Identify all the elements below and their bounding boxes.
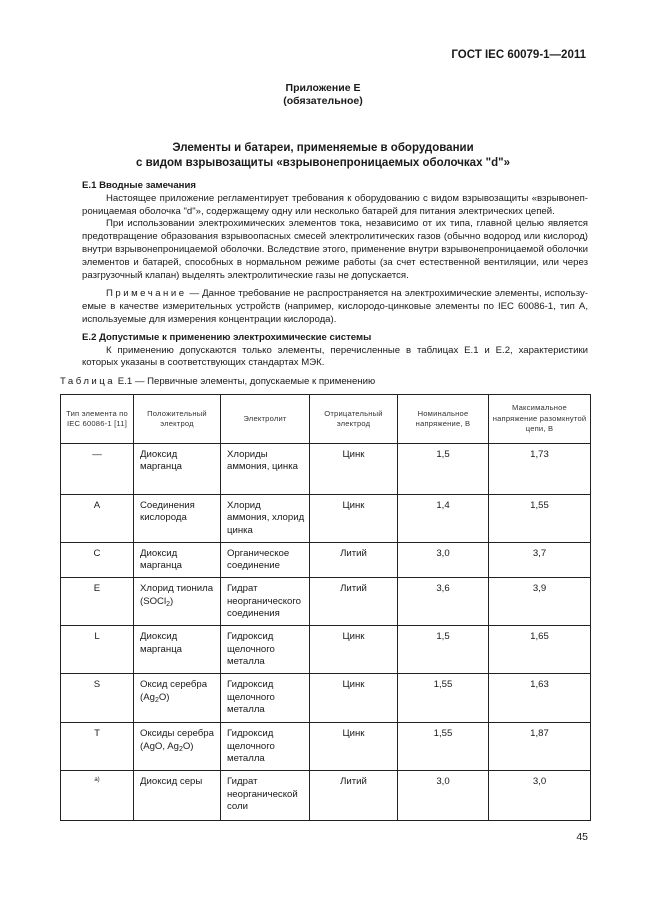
e1-heading: Е.1 Вводные замечания (82, 180, 196, 191)
formula-part: O) (182, 740, 194, 752)
cell-type-footnote: а) (61, 771, 134, 821)
annex-label: Приложение Е (285, 82, 361, 94)
table-row (61, 626, 591, 674)
header-negative-electrode: Отрицательный электрод (310, 395, 398, 444)
cell-positive (134, 674, 221, 723)
cell-negative: Цинк (310, 495, 398, 543)
cell-max: 1,65 (489, 626, 591, 674)
cell-electrolyte: Органическое соединение (221, 542, 310, 578)
header-positive-electrode: Положительный электрод (134, 395, 221, 444)
table-row (61, 578, 591, 626)
e1-p2-line2: предотвращение образования взрывоопасных смесей электролитических газов (обычно водород или кислород) (82, 231, 588, 243)
cell-nominal: 1,4 (398, 495, 489, 543)
cell-electrolyte: Гидрат неорганической соли (221, 771, 310, 821)
cell-max: 3,9 (489, 578, 591, 626)
cell-negative: Цинк (310, 626, 398, 674)
section-title-line2: с видом взрывозащиты «взрывонепроницаемых оболочках "d"» (135, 156, 510, 169)
section-e1 (82, 180, 588, 370)
formula-part: ) (170, 595, 174, 607)
cell-max: 3,0 (489, 771, 591, 821)
e2-paragraph-1 (82, 345, 588, 371)
cell-positive (134, 723, 221, 771)
cell-electrolyte: Гидроксид щелочного металла (221, 723, 310, 771)
cell-max: 3,7 (489, 542, 591, 578)
cell-electrolyte: Хлориды аммония, цинка (221, 444, 310, 495)
e2-heading: Е.2 Допустимые к применению электрохимические системы (82, 331, 372, 343)
table-row (61, 444, 591, 495)
page-number: 45 (576, 831, 588, 843)
formula-part: O) (158, 691, 170, 703)
e2-p1-line2: указаны в соответствующих стандартах МЭК. (120, 357, 325, 369)
e1-paragraph-1 (82, 193, 588, 219)
cell-nominal: 1,55 (398, 674, 489, 723)
section-title (0, 141, 646, 170)
cell-negative: Литий (310, 578, 398, 626)
header-max-voltage: Максимальное напряжение разомкнутой цепи, В (489, 395, 591, 444)
table-row (61, 723, 591, 771)
table-header-row (61, 395, 591, 444)
cell-positive: Диоксид марганца (134, 626, 221, 674)
e1-p2-line4: элементов и батарей, способных в нормальном режиме работы (за счет естественной вентиляции, или через (82, 256, 588, 268)
cell-max: 1,87 (489, 723, 591, 771)
cell-type: C (61, 542, 134, 578)
cell-type: T (61, 723, 134, 771)
e1-paragraph-2 (82, 218, 588, 282)
header-electrolyte: Электролит (221, 395, 310, 444)
cell-nominal: 1,5 (398, 626, 489, 674)
cell-max: 1,55 (489, 495, 591, 543)
table-caption-text: Е.1 — Первичные элементы, допускаемые к применению (115, 376, 376, 387)
table-row (61, 674, 591, 723)
cell-electrolyte: Гидроксид щелочного металла (221, 626, 310, 674)
table-caption (60, 376, 375, 387)
cell-max: 1,63 (489, 674, 591, 723)
note-line3: используемые для измерения концентрации кислорода). (82, 313, 337, 325)
e1-note (82, 288, 588, 326)
formula-subscript: 2 (178, 745, 183, 753)
table-caption-label: Таблица (60, 376, 116, 387)
note-line1: — Данное требование не распространяется на электрохимические элементы, использу- (186, 288, 588, 300)
formula-subscript: 2 (154, 696, 159, 704)
primary-cells-table (60, 394, 591, 821)
header-nominal-voltage: Номинальное напряжение, В (398, 395, 489, 444)
formula-part: Оксид серебра (Ag (140, 679, 208, 703)
cell-negative: Литий (310, 771, 398, 821)
cell-positive (134, 578, 221, 626)
cell-nominal: 3,0 (398, 771, 489, 821)
cell-positive: Соединения кислорода (134, 495, 221, 543)
cell-positive: Диоксид марганца (134, 444, 221, 495)
cell-nominal: 3,6 (398, 578, 489, 626)
e2-p1-line1: К применению допускаются только элементы, перечисленные в таблицах Е.1 и Е.2, характеристики которых (82, 344, 588, 369)
cell-type: E (61, 578, 134, 626)
e1-p2-line1: При использовании электрохимических элементов тока, независимо от их типа, главной целью является (106, 218, 588, 230)
header-type: Тип элемента по IEC 60086-1 [11] (61, 395, 134, 444)
note-label: Примечание (106, 288, 187, 300)
cell-type: — (61, 444, 134, 495)
cell-positive: Диоксид марганца (134, 542, 221, 578)
cell-negative: Цинк (310, 674, 398, 723)
annex-status: (обязательное) (283, 95, 363, 107)
document-header: ГОСТ IEC 60079-1—2011 (451, 49, 586, 61)
e1-p2-line3: внутри взрывонепроницаемой оболочки. Вследствие этого, применение внутри взрывонепроницаемой оболочки (82, 243, 588, 255)
table-row (61, 771, 591, 821)
cell-electrolyte: Гидроксид щелочного металла (221, 674, 310, 723)
formula-part: Оксиды серебра (AgO, Ag (140, 728, 214, 752)
cell-negative: Цинк (310, 444, 398, 495)
cell-nominal: 1,5 (398, 444, 489, 495)
formula-subscript: 2 (166, 600, 171, 608)
cell-nominal: 1,55 (398, 723, 489, 771)
e1-p1-line1: Настоящее приложение регламентирует требования к оборудованию с видом взрывозащиты «взрывонеп- (106, 192, 588, 204)
annex-title (0, 82, 646, 108)
cell-electrolyte: Хлорид аммония, хлорид цинка (221, 495, 310, 543)
cell-type: S (61, 674, 134, 723)
section-title-line1: Элементы и батареи, применяемые в оборудовании (172, 142, 474, 154)
note-line2: емые в качестве измерительных устройств (например, кислородо-цинковые элементы по IEC 60086-1, тип А, (82, 301, 588, 313)
e1-p1-line2: роницаемая оболочка "d"», содержащему одну или несколько батарей для питания электрических цепей. (82, 205, 555, 217)
table-row (61, 495, 591, 543)
cell-type: A (61, 495, 134, 543)
cell-negative: Литий (310, 542, 398, 578)
e1-p2-line5: разгрузочный клапан) выделять электролитические газы не допускается. (82, 269, 409, 281)
cell-negative: Цинк (310, 723, 398, 771)
table-row (61, 542, 591, 578)
cell-electrolyte: Гидрат неорганического соединения (221, 578, 310, 626)
formula-part: Хлорид тионила (SOCl (140, 583, 214, 607)
cell-positive: Диоксид серы (134, 771, 221, 821)
cell-type: L (61, 626, 134, 674)
cell-nominal: 3,0 (398, 542, 489, 578)
cell-max: 1,73 (489, 444, 591, 495)
